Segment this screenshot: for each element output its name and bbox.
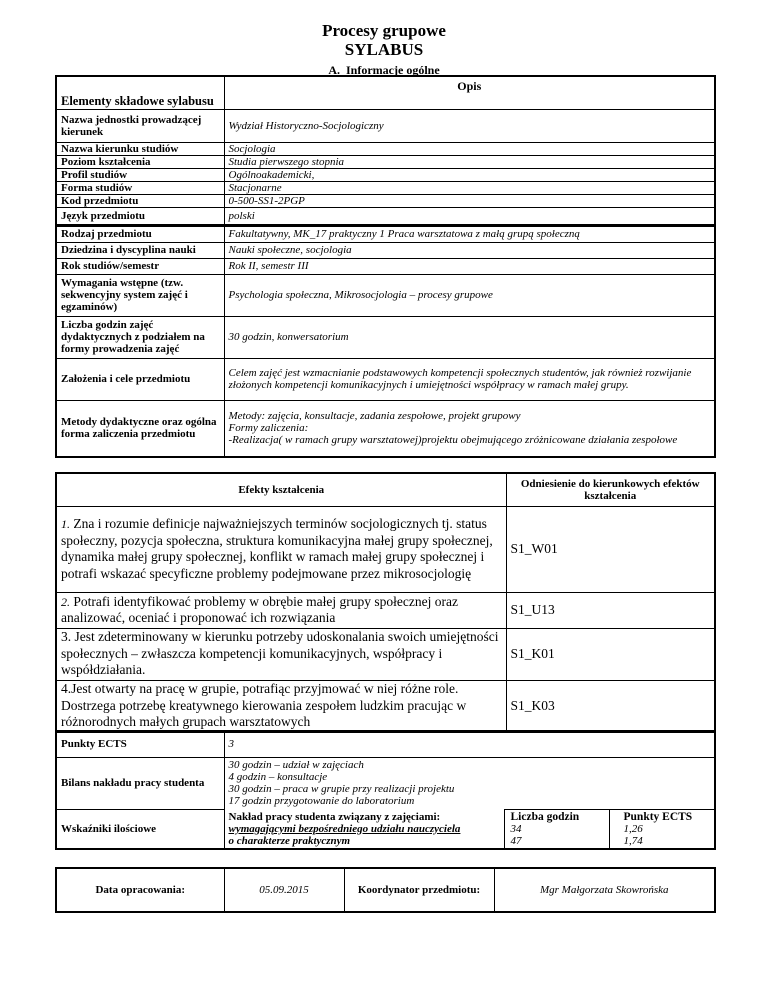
document-subtitle: SYLABUS	[344, 40, 424, 59]
label-discipline: Dziedzina i dyscyplina nauki	[56, 242, 224, 258]
label-level: Poziom kształcenia	[56, 155, 224, 168]
hours-contact: 34	[510, 822, 522, 835]
outcome-row-3: 3. Jest zdeterminowany w kierunku potrzeby udoskonalania swoich umiejętności społecznych – zwłaszcza kompetencji komunikacyjnych, współpracy i współdziałania.	[56, 628, 506, 680]
ects-header: Punkty ECTS	[623, 810, 693, 823]
value-prerequisites: Psychologia społeczna, Mikrosocjologia – procesy grupowe	[224, 274, 715, 316]
col-header-elements: Elementy składowe sylabusu	[56, 76, 224, 109]
outcome-code: S1_U13	[506, 592, 715, 628]
coordinator-label: Koordynator przedmiotu:	[344, 868, 494, 912]
workload-row-contact: wymagającymi bezpośredniego udziału nauczyciela	[228, 822, 461, 835]
footer-table	[55, 867, 716, 913]
value-language: polski	[224, 207, 715, 225]
label-methods: Metody dydaktyczne oraz ogólna forma zaliczenia przedmiotu	[56, 400, 224, 457]
outcome-row-2	[56, 592, 506, 628]
value-hours: 30 godzin, konwersatorium	[224, 316, 715, 358]
workload-balance-label: Bilans nakładu pracy studenta	[56, 757, 224, 809]
balance-line: 17 godzin przygotowanie do laboratorium	[228, 795, 415, 807]
label-form: Forma studiów	[56, 181, 224, 194]
label-unit: Nazwa jednostki prowadzącej kierunek	[56, 109, 224, 142]
indicators-label: Wskaźniki ilościowe	[56, 809, 224, 849]
value-form: Stacjonarne	[224, 181, 715, 194]
document-title: Procesy grupowe	[322, 21, 446, 40]
outcomes-table	[55, 472, 716, 733]
outcome-code: S1_K03	[506, 680, 715, 732]
ects-points-value: 3	[224, 731, 715, 757]
value-type: Fakultatywny, MK_17 praktyczny 1 Praca warsztatowa z małą grupą społeczną	[224, 226, 715, 242]
value-year: Rok II, semestr III	[224, 258, 715, 274]
outcomes-header: Efekty kształcenia	[56, 473, 506, 506]
outcome-code: S1_W01	[506, 506, 715, 592]
label-prerequisites: Wymagania wstępne (tzw. sekwencyjny system zajęć i egzaminów)	[56, 274, 224, 316]
section-a-heading: A. Informacje ogólne	[328, 63, 440, 77]
outcome-number: 2.	[61, 594, 70, 609]
outcome-text: Zna i rozumie definicje najważniejszych terminów socjologicznych tj. status społeczny, pozycja społeczna, struktura komunikacyjna małej grupy społecznej, dynamika małej grupy społecznej, konflikt w ramach małej grupy społecznej i potrafi wskazać specyficzne problemy podejmowane przez mikrosocjologię	[61, 516, 493, 581]
ects-points-label: Punkty ECTS	[56, 731, 224, 757]
info-table	[55, 75, 716, 226]
ects-contact: 1,26	[623, 822, 643, 835]
value-code: 0-500-SS1-2PGP	[224, 194, 715, 207]
balance-line: 30 godzin – udział w zajęciach	[228, 759, 364, 771]
value-field: Socjologia	[224, 142, 715, 155]
value-discipline: Nauki społeczne, socjologia	[224, 242, 715, 258]
hours-header: Liczba godzin	[510, 810, 580, 823]
coordinator-name: Mgr Małgorzata Skowrońska	[494, 868, 715, 912]
label-code: Kod przedmiotu	[56, 194, 224, 207]
ects-column	[609, 809, 715, 849]
date-label: Data opracowania:	[56, 868, 224, 912]
col-header-description: Opis	[224, 76, 715, 109]
value-level: Studia pierwszego stopnia	[224, 155, 715, 168]
value-goals: Celem zajęć jest wzmacnianie podstawowych kompetencji społecznych studentów, jak również rozwijanie złożonych kompetencji komunikacyjnych i umiejętności współpracy w ramach małej grupy.	[224, 358, 715, 400]
label-goals: Założenia i cele przedmiotu	[56, 358, 224, 400]
workload-title	[224, 809, 504, 849]
label-profile: Profil studiów	[56, 168, 224, 181]
balance-line: 30 godzin – praca w grupie przy realizacji projektu	[228, 783, 455, 795]
balance-line: 4 godzin – konsultacje	[228, 771, 328, 783]
outcome-code: S1_K01	[506, 628, 715, 680]
workload-heading: Nakład pracy studenta związany z zajęciami:	[228, 810, 441, 823]
value-unit: Wydział Historyczno-Socjologiczny	[224, 109, 715, 142]
info-table-2	[55, 225, 716, 458]
value-methods: Metody: zajęcia, konsultacje, zadania zespołowe, projekt grupowy Formy zaliczenia: -Realizacja( w ramach grupy warsztatowej)projektu obejmującego zróżnicowane działania zespołowe	[224, 400, 715, 457]
label-type: Rodzaj przedmiotu	[56, 226, 224, 242]
value-profile: Ogólnoakademicki,	[224, 168, 715, 181]
outcome-row-4: 4.Jest otwarty na pracę w grupie, potrafiąc przyjmować w niej różne role. Dostrzega potrzebę kreatywnego kierowania zespołem ludzkim pracując w różnorodnych małych grupach warsztatowych	[56, 680, 506, 732]
outcome-text: Potrafi identyfikować problemy w obrębie małej grupy społecznej oraz analizować, oceniać i proponować ich rozwiązania	[61, 593, 458, 625]
workload-balance	[224, 757, 715, 809]
ects-table	[55, 730, 716, 850]
outcome-row-1	[56, 506, 506, 592]
label-language: Język przedmiotu	[56, 207, 224, 225]
date-value: 05.09.2015	[224, 868, 344, 912]
label-year: Rok studiów/semestr	[56, 258, 224, 274]
label-field: Nazwa kierunku studiów	[56, 142, 224, 155]
ects-practical: 1,74	[623, 834, 643, 847]
hours-practical: 47	[510, 834, 522, 847]
outcome-number: 1.	[61, 517, 70, 531]
reference-header: Odniesienie do kierunkowych efektów kształcenia	[506, 473, 715, 506]
label-hours: Liczba godzin zajęć dydaktycznych z podziałem na formy prowadzenia zajęć	[56, 316, 224, 358]
workload-row-practical: o charakterze praktycznym	[228, 834, 351, 847]
hours-column	[504, 809, 609, 849]
